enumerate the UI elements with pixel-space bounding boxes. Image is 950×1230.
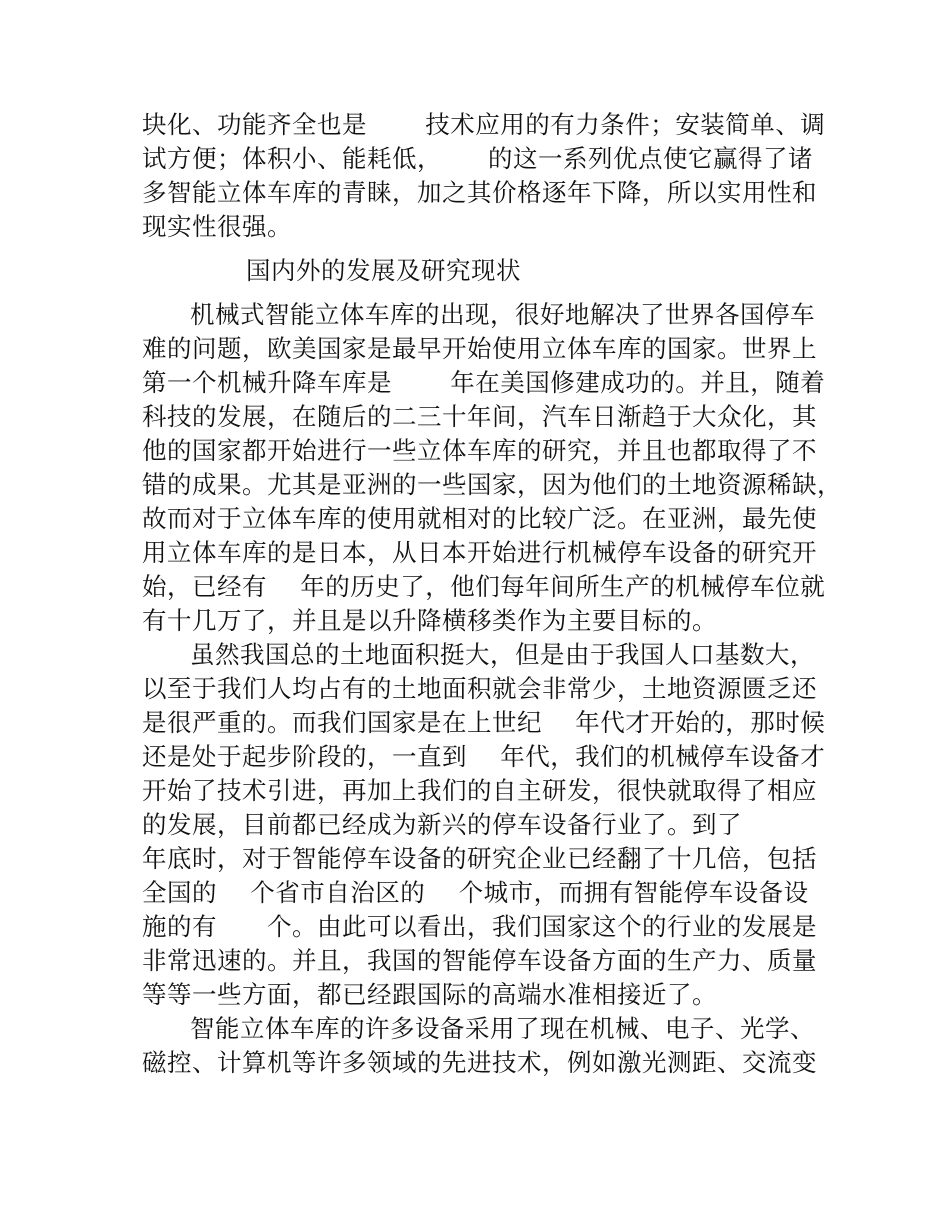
text-line: 用立体车库的是日本，从日本开始进行机械停车设备的研究开 (142, 538, 817, 567)
text-line: 施的有 个。由此可以看出，我们国家这个的行业的发展是 (142, 912, 817, 941)
text-line: 磁控、计算机等许多领域的先进技术，例如激光测距、交流变 (142, 1048, 817, 1077)
text-line: 年底时，对于智能停车设备的研究企业已经翻了十几倍，包括 (142, 844, 817, 873)
text-line: 还是处于起步阶段的，一直到 年代，我们的机械停车设备才 (142, 742, 826, 771)
text-line: 试方便；体积小、能耗低， 的这一系列优点使它赢得了诸 (142, 144, 814, 173)
text-line: 现实性很强。 (142, 212, 292, 241)
text-line: 智能立体车库的许多设备采用了现在机械、电子、光学、 (190, 1014, 815, 1043)
text-line: 故而对于立体车库的使用就相对的比较广泛。在亚洲，最先使 (142, 504, 817, 533)
text-line: 机械式智能立体车库的出现，很好地解决了世界各国停车 (190, 300, 815, 329)
text-line: 有十几万了，并且是以升降横移类作为主要目标的。 (142, 606, 717, 635)
text-line: 始，已经有 年的历史了，他们每年间所生产的机械停车位就 (142, 572, 826, 601)
text-line: 等等一些方面，都已经跟国际的高端水准相接近了。 (142, 980, 717, 1009)
text-line: 非常迅速的。并且，我国的智能停车设备方面的生产力、质量 (142, 946, 817, 975)
text-line: 块化、功能齐全也是 技术应用的有力条件；安装简单、调 (142, 110, 826, 139)
text-line: 以至于我们人均占有的土地面积就会非常少，土地资源匮乏还 (142, 674, 817, 703)
text-line: 虽然我国总的土地面积挺大，但是由于我国人口基数大， (190, 640, 815, 669)
text-line: 他的国家都开始进行一些立体车库的研究，并且也都取得了不 (142, 436, 817, 465)
text-line: 第一个机械升降车库是 年在美国修建成功的。并且，随着 (142, 368, 826, 397)
text-line: 错的成果。尤其是亚洲的一些国家，因为他们的土地资源稀缺， (142, 470, 842, 499)
text-line: 开始了技术引进，再加上我们的自主研发，很快就取得了相应 (142, 776, 817, 805)
section-heading: 国内外的发展及研究现状 (246, 256, 521, 285)
text-line: 难的问题，欧美国家是最早开始使用立体车库的国家。世界上 (142, 334, 817, 363)
text-line: 科技的发展，在随后的二三十年间，汽车日渐趋于大众化，其 (142, 402, 817, 431)
text-line: 的发展，目前都已经成为新兴的停车设备行业了。到了 (142, 810, 742, 839)
text-line: 多智能立体车库的青睐，加之其价格逐年下降，所以实用性和 (142, 178, 817, 207)
text-line: 是很严重的。而我们国家是在上世纪 年代才开始的，那时候 (142, 708, 826, 737)
text-line: 全国的 个省市自治区的 个城市，而拥有智能停车设备设 (142, 878, 809, 907)
